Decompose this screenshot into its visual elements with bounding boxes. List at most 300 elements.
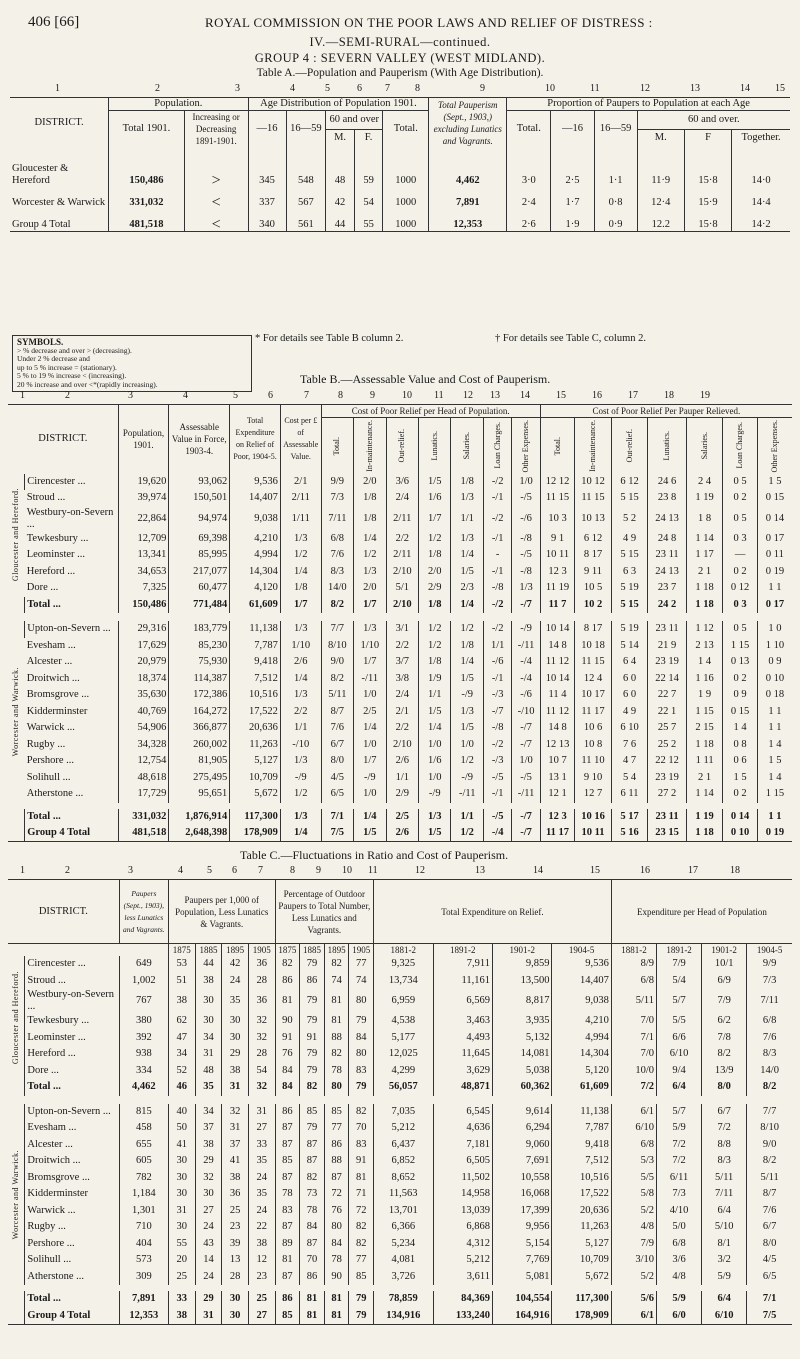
table-cell: 10 14 bbox=[540, 671, 575, 688]
district-name: Leominster ... bbox=[26, 549, 86, 561]
table-cell: 46 bbox=[168, 1079, 195, 1096]
table-cell: 1000 bbox=[383, 209, 429, 231]
district-name: Westbury-on-Severn ... bbox=[26, 506, 114, 530]
symbols-legend bbox=[12, 335, 252, 392]
table-row bbox=[8, 1269, 792, 1286]
table-cell: 33 bbox=[168, 1291, 195, 1308]
table-cell: 6 3 bbox=[611, 564, 648, 581]
district-name: Total ... bbox=[25, 597, 118, 614]
table-cell: 55 bbox=[168, 1236, 195, 1253]
table-cell: 34 bbox=[195, 1030, 222, 1047]
column-number: 17 bbox=[688, 865, 698, 876]
table-cell: -/2 bbox=[483, 621, 511, 638]
table-cell: 78 bbox=[275, 1186, 300, 1203]
table-cell: 1/8 bbox=[419, 597, 451, 614]
region-label bbox=[8, 1104, 25, 1286]
column-number: 15 bbox=[775, 83, 785, 94]
table-cell: 14,407 bbox=[552, 973, 611, 990]
region-label bbox=[8, 956, 25, 1079]
column-number: 1 bbox=[20, 865, 25, 876]
table-cell: -/10 bbox=[512, 704, 540, 721]
table-cell: > bbox=[184, 147, 248, 187]
table-cell: 13,341 bbox=[118, 547, 169, 564]
table-cell: 117,300 bbox=[552, 1291, 611, 1308]
table-cell: 183,779 bbox=[169, 621, 230, 638]
table-cell: 6/8 bbox=[657, 1236, 702, 1253]
table-cell: 15·8 bbox=[684, 209, 731, 231]
table-cell: 35 bbox=[248, 1186, 275, 1203]
table-cell: 38 bbox=[195, 973, 222, 990]
table-cell: 1/10 bbox=[354, 638, 386, 655]
table-cell: 14,958 bbox=[433, 1186, 492, 1203]
table-row bbox=[8, 654, 792, 671]
table-cell: 89 bbox=[275, 1236, 300, 1253]
table-cell: 86 bbox=[300, 1269, 325, 1286]
symbols-title: SYMBOLS. bbox=[17, 337, 64, 347]
table-cell: 7/6 bbox=[321, 547, 353, 564]
table-cell: 82 bbox=[324, 956, 349, 973]
table-cell: 0 14 bbox=[757, 507, 792, 531]
table-cell: 573 bbox=[119, 1252, 168, 1269]
table-cell: 1/4 bbox=[451, 597, 483, 614]
table-row bbox=[8, 770, 792, 787]
table-cell: 9/9 bbox=[747, 956, 792, 973]
table-cell: 1 17 bbox=[686, 547, 723, 564]
table-cell: 24 bbox=[248, 1203, 275, 1220]
table-row bbox=[8, 531, 792, 548]
table-cell: 38 bbox=[222, 1170, 249, 1187]
sub-header bbox=[321, 418, 353, 474]
table-cell: 3/1 bbox=[386, 621, 418, 638]
column-number: 3 bbox=[235, 83, 240, 94]
table-cell: 1/0 bbox=[512, 753, 540, 770]
table-cell: 1/0 bbox=[354, 786, 386, 803]
table-cell: 1/0 bbox=[419, 737, 451, 754]
table-cell: 79 bbox=[300, 989, 325, 1013]
district-name: Group 4 Total bbox=[10, 209, 109, 231]
table-cell: 458 bbox=[119, 1120, 168, 1137]
table-cell: -/9 bbox=[280, 770, 321, 787]
table-cell: 38 bbox=[168, 1308, 195, 1325]
table-cell: 5 19 bbox=[611, 621, 648, 638]
table-cell: 27 2 bbox=[648, 786, 687, 803]
table-cell: 481,518 bbox=[118, 825, 169, 842]
table-cell: 2/10 bbox=[386, 597, 418, 614]
table-cell: 710 bbox=[119, 1219, 168, 1236]
table-cell: 1 4 bbox=[686, 654, 723, 671]
table-cell: 1 1 bbox=[757, 580, 792, 597]
table-cell: 8,817 bbox=[492, 989, 551, 1013]
table-cell: 44 bbox=[195, 956, 222, 973]
table-cell: 1/4 bbox=[451, 547, 483, 564]
table-cell: 12 13 bbox=[540, 737, 575, 754]
table-cell: 1 1 bbox=[757, 720, 792, 737]
table-cell: 41 bbox=[222, 1153, 249, 1170]
table-row bbox=[8, 1013, 792, 1030]
table-cell: 14/0 bbox=[321, 580, 353, 597]
table-cell: 8/1 bbox=[702, 1236, 747, 1253]
table-cell: 1/3 bbox=[451, 531, 483, 548]
table-cell: 1/4 bbox=[280, 671, 321, 688]
table-cell: 85,995 bbox=[169, 547, 230, 564]
table-cell: 81 bbox=[324, 1291, 349, 1308]
column-number: 8 bbox=[338, 390, 343, 401]
table-cell: 23 15 bbox=[648, 825, 687, 842]
sub-header bbox=[354, 418, 386, 474]
table-cell: 1/4 bbox=[280, 825, 321, 842]
total-row bbox=[8, 597, 792, 614]
b-header-cost-per-pound: Cost per £ of Assessable Value. bbox=[280, 405, 321, 474]
table-cell: 5/11 bbox=[702, 1170, 747, 1187]
column-number: 3 bbox=[128, 390, 133, 401]
table-cell: 16,068 bbox=[492, 1186, 551, 1203]
sub-header-label: In-maintenance. bbox=[588, 419, 598, 472]
district-name: Total ... bbox=[25, 809, 118, 826]
table-cell: 51 bbox=[168, 973, 195, 990]
table-cell: 5/7 bbox=[657, 1104, 702, 1121]
c-header-pct-outdoor: Percentage of Outdoor Paupers to Total Number, Less Lunatics and Vagrants. bbox=[275, 880, 373, 944]
table-row bbox=[8, 474, 792, 491]
table-cell: 9 10 bbox=[575, 770, 612, 787]
table-cell: 5,132 bbox=[492, 1030, 551, 1047]
table-cell: 10/1 bbox=[702, 956, 747, 973]
table-cell: 7/5 bbox=[321, 825, 353, 842]
table-cell: 7/7 bbox=[321, 621, 353, 638]
table-cell: 6,868 bbox=[433, 1219, 492, 1236]
table-cell: 83 bbox=[349, 1137, 374, 1154]
table-cell: 7,769 bbox=[492, 1252, 551, 1269]
table-cell: 5,081 bbox=[492, 1269, 551, 1286]
table-cell: 74 bbox=[324, 973, 349, 990]
table-cell: 4 7 bbox=[611, 753, 648, 770]
table-cell: 5/9 bbox=[657, 1120, 702, 1137]
table-cell: 4/5 bbox=[747, 1252, 792, 1269]
table-cell: 48,618 bbox=[118, 770, 169, 787]
table-cell: 7/3 bbox=[747, 973, 792, 990]
table-cell: 10,709 bbox=[230, 770, 281, 787]
table-cell: 164,272 bbox=[169, 704, 230, 721]
table-cell: 1 14 bbox=[686, 531, 723, 548]
table-cell: 20,979 bbox=[118, 654, 169, 671]
table-cell: 1/2 bbox=[280, 786, 321, 803]
table-cell: 79 bbox=[349, 1079, 374, 1096]
table-cell: 80 bbox=[324, 1219, 349, 1236]
table-cell: 15·9 bbox=[684, 187, 731, 209]
table-cell: -/9 bbox=[451, 687, 483, 704]
group-title: GROUP 4 : SEVERN VALLEY (WEST MIDLAND). bbox=[254, 51, 546, 65]
region-label-text: Gloucester and Hereford. bbox=[11, 488, 20, 582]
table-c bbox=[8, 879, 792, 1325]
table-cell: 1/8 bbox=[354, 507, 386, 531]
table-cell: 3/2 bbox=[702, 1252, 747, 1269]
sub-header bbox=[386, 418, 418, 474]
region-label-text: Worcester and Warwick. bbox=[11, 667, 20, 757]
year-label: 1905 bbox=[248, 944, 275, 957]
table-cell: 8/9 bbox=[611, 956, 656, 973]
table-cell: 178,909 bbox=[552, 1308, 611, 1325]
table-cell: 1/2 bbox=[451, 621, 483, 638]
table-cell: 50 bbox=[168, 1120, 195, 1137]
table-cell: 2 15 bbox=[686, 720, 723, 737]
table-cell: 60,362 bbox=[492, 1079, 551, 1096]
district-name: Atherstone ... bbox=[25, 1269, 119, 1286]
table-cell: 172,386 bbox=[169, 687, 230, 704]
table-cell: 815 bbox=[119, 1104, 168, 1121]
table-row bbox=[8, 786, 792, 803]
table-cell: 1/4 bbox=[451, 654, 483, 671]
table-cell: 54 bbox=[354, 187, 382, 209]
table-cell: 6/4 bbox=[702, 1291, 747, 1308]
table-cell: 7/7 bbox=[747, 1104, 792, 1121]
table-cell: 4,462 bbox=[119, 1079, 168, 1096]
table-cell: 1/3 bbox=[280, 809, 321, 826]
table-cell: -/1 bbox=[483, 671, 511, 688]
table-cell: 1 19 bbox=[686, 809, 723, 826]
table-row bbox=[8, 621, 792, 638]
header-p-f: F bbox=[684, 129, 731, 147]
table-cell: 23 bbox=[248, 1269, 275, 1286]
table-cell: 70 bbox=[300, 1252, 325, 1269]
district-name: Rugby ... bbox=[26, 738, 66, 750]
table-cell: 11·9 bbox=[637, 147, 684, 187]
table-cell: 2/1 bbox=[386, 704, 418, 721]
column-number: 3 bbox=[128, 865, 133, 876]
table-cell: 52 bbox=[168, 1063, 195, 1080]
table-cell: 3,726 bbox=[374, 1269, 433, 1286]
table-cell: 81,905 bbox=[169, 753, 230, 770]
table-cell: 81 bbox=[275, 989, 300, 1013]
header-total-1901: Total 1901. bbox=[109, 111, 185, 148]
table-cell: 3,935 bbox=[492, 1013, 551, 1030]
table-cell: 74 bbox=[349, 973, 374, 990]
column-number: 17 bbox=[628, 390, 638, 401]
table-cell: 5,672 bbox=[552, 1269, 611, 1286]
table-cell: 28 bbox=[248, 1046, 275, 1063]
table-cell: 3,629 bbox=[433, 1063, 492, 1080]
table-cell: 1 12 bbox=[686, 621, 723, 638]
sub-header-label: Loan Charges. bbox=[492, 422, 502, 469]
page-number: 406 [66] bbox=[28, 14, 80, 30]
table-cell: 12·4 bbox=[637, 187, 684, 209]
table-cell: 38 bbox=[195, 1137, 222, 1154]
table-cell: 7/11 bbox=[747, 989, 792, 1013]
table-cell: 95,651 bbox=[169, 786, 230, 803]
table-cell: -/5 bbox=[512, 547, 540, 564]
table-cell: 82 bbox=[300, 1079, 325, 1096]
table-cell: 77 bbox=[324, 1120, 349, 1137]
table-cell: 1/5 bbox=[451, 720, 483, 737]
table-cell: 24 bbox=[195, 1269, 222, 1286]
header-p-under-16: —16 bbox=[551, 111, 594, 148]
table-cell: 78 bbox=[324, 1252, 349, 1269]
table-cell: 4,081 bbox=[374, 1252, 433, 1269]
table-b-title: Table B.—Assessable Value and Cost of Pauperism. bbox=[300, 372, 551, 386]
table-cell: 5/4 bbox=[657, 973, 702, 990]
table-cell: 782 bbox=[119, 1170, 168, 1187]
spacer-row bbox=[8, 613, 792, 621]
table-cell: 114,387 bbox=[169, 671, 230, 688]
table-cell: 8/0 bbox=[747, 1236, 792, 1253]
table-cell: 10 16 bbox=[575, 809, 612, 826]
table-cell: 25 2 bbox=[648, 737, 687, 754]
table-cell: 84,369 bbox=[433, 1291, 492, 1308]
table-cell: 1 8 bbox=[686, 507, 723, 531]
table-cell: 771,484 bbox=[169, 597, 230, 614]
district-name: Worcester & Warwick bbox=[12, 197, 106, 208]
table-cell: 32 bbox=[222, 1104, 249, 1121]
table-cell: 1/11 bbox=[280, 507, 321, 531]
table-cell: 1·7 bbox=[551, 187, 594, 209]
table-cell: 30 bbox=[168, 1153, 195, 1170]
table-cell: 1/3 bbox=[451, 490, 483, 507]
district-name: Westbury-on-Severn ... bbox=[25, 989, 119, 1013]
year-label: 1905 bbox=[349, 944, 374, 957]
symbol-line: up to 5 % increase = (stationary). bbox=[17, 362, 117, 372]
table-cell: 5/9 bbox=[657, 1291, 702, 1308]
table-cell: 14 8 bbox=[540, 720, 575, 737]
table-cell: 5,234 bbox=[374, 1236, 433, 1253]
table-cell: 2 1 bbox=[686, 564, 723, 581]
column-number: 10 bbox=[342, 865, 352, 876]
column-number: 12 bbox=[640, 83, 650, 94]
table-cell: 334 bbox=[119, 1063, 168, 1080]
column-number: 4 bbox=[178, 865, 183, 876]
table-cell: 12,353 bbox=[119, 1308, 168, 1325]
table-cell: 12 7 bbox=[575, 786, 612, 803]
table-cell: 8,652 bbox=[374, 1170, 433, 1187]
table-cell: 3/10 bbox=[611, 1252, 656, 1269]
district-name: Bromsgrove ... bbox=[26, 689, 90, 701]
header-p-16-59: 16—59 bbox=[594, 111, 637, 148]
table-cell: 0 2 bbox=[723, 671, 758, 688]
table-cell: 1/5 bbox=[419, 825, 451, 842]
column-number: 8 bbox=[415, 83, 420, 94]
table-cell: 4 9 bbox=[611, 531, 648, 548]
table-cell: 7/2 bbox=[657, 1137, 702, 1154]
table-cell: 2·6 bbox=[507, 209, 551, 231]
column-number: 6 bbox=[357, 83, 362, 94]
table-cell: 9 11 bbox=[575, 564, 612, 581]
table-row bbox=[8, 1203, 792, 1220]
table-cell: 10,709 bbox=[552, 1252, 611, 1269]
table-cell: 1,301 bbox=[119, 1203, 168, 1220]
table-cell: 87 bbox=[300, 1236, 325, 1253]
table-cell: 24 6 bbox=[648, 474, 687, 491]
table-cell: 17,522 bbox=[230, 704, 281, 721]
footnote-dagger: † For details see Table C, column 2. bbox=[495, 333, 647, 344]
total-row bbox=[8, 1291, 792, 1308]
table-cell: 6/5 bbox=[321, 786, 353, 803]
table-cell: 0·9 bbox=[594, 209, 637, 231]
table-cell: 481,518 bbox=[109, 209, 185, 231]
table-cell: 12 3 bbox=[540, 564, 575, 581]
table-cell: 8/7 bbox=[321, 704, 353, 721]
spacer-cell bbox=[8, 809, 25, 826]
table-cell: 7,691 bbox=[492, 1153, 551, 1170]
table-cell: 30 bbox=[168, 1186, 195, 1203]
district-name: Pershore ... bbox=[26, 755, 74, 767]
table-cell: 23 7 bbox=[648, 580, 687, 597]
column-number: 9 bbox=[370, 390, 375, 401]
table-cell: 23 19 bbox=[648, 770, 687, 787]
table-cell: -/5 bbox=[512, 490, 540, 507]
table-cell: -/8 bbox=[512, 531, 540, 548]
table-cell: 87 bbox=[275, 1269, 300, 1286]
table-cell: 6/2 bbox=[702, 1013, 747, 1030]
table-cell: 30 bbox=[168, 1170, 195, 1187]
table-cell: 20,636 bbox=[552, 1203, 611, 1220]
table-cell: 6/10 bbox=[702, 1308, 747, 1325]
table-cell: 9/0 bbox=[321, 654, 353, 671]
table-cell: 25 bbox=[248, 1291, 275, 1308]
table-cell: 10 17 bbox=[575, 687, 612, 704]
running-title: ROYAL COMMISSION ON THE POOR LAWS AND RELIEF OF DISTRESS : bbox=[205, 15, 653, 30]
table-row bbox=[8, 580, 792, 597]
table-cell: -/1 bbox=[483, 564, 511, 581]
table-cell: 11 4 bbox=[540, 687, 575, 704]
table-cell: 1 1 bbox=[757, 809, 792, 826]
table-cell: 2,648,398 bbox=[169, 825, 230, 842]
total-row bbox=[8, 1079, 792, 1096]
table-cell: 11 12 bbox=[540, 654, 575, 671]
sub-header bbox=[451, 418, 483, 474]
table-cell: 8/2 bbox=[321, 671, 353, 688]
table-cell: 2/6 bbox=[386, 825, 418, 842]
table-cell: 24 13 bbox=[648, 507, 687, 531]
table-cell: 87 bbox=[300, 1153, 325, 1170]
table-row bbox=[8, 1120, 792, 1137]
column-number: 16 bbox=[592, 390, 602, 401]
table-cell: 6/7 bbox=[747, 1219, 792, 1236]
year-label: 1875 bbox=[275, 944, 300, 957]
table-cell: 5/2 bbox=[611, 1269, 656, 1286]
table-cell: -/7 bbox=[512, 825, 540, 842]
table-cell: 76 bbox=[275, 1046, 300, 1063]
table-cell: 7/2 bbox=[702, 1120, 747, 1137]
table-cell: 5 15 bbox=[611, 547, 648, 564]
table-cell: 85 bbox=[275, 1153, 300, 1170]
table-row bbox=[8, 671, 792, 688]
table-cell: 14/0 bbox=[747, 1063, 792, 1080]
table-cell: 1 15 bbox=[723, 638, 758, 655]
symbol-line: > % decrease and over > (decreasing). bbox=[17, 345, 132, 355]
year-label: 1895 bbox=[222, 944, 249, 957]
table-cell: 86 bbox=[300, 973, 325, 990]
table-c-title: Table C.—Fluctuations in Ratio and Cost of Pauperism. bbox=[240, 848, 509, 862]
table-cell: 27 bbox=[248, 1308, 275, 1325]
table-cell: 8/0 bbox=[702, 1079, 747, 1096]
table-cell: 1/0 bbox=[451, 737, 483, 754]
table-cell: 1 15 bbox=[757, 786, 792, 803]
table-cell: 1 14 bbox=[686, 786, 723, 803]
table-cell: 72 bbox=[324, 1186, 349, 1203]
table-cell: 2/2 bbox=[386, 638, 418, 655]
district-name: Alcester ... bbox=[25, 1137, 119, 1154]
table-cell: 1 5 bbox=[723, 770, 758, 787]
table-cell: 7,911 bbox=[433, 956, 492, 973]
table-cell: 81 bbox=[300, 1291, 325, 1308]
table-cell: 13,734 bbox=[374, 973, 433, 990]
table-cell: 14 8 bbox=[540, 638, 575, 655]
table-cell: 6/8 bbox=[321, 531, 353, 548]
table-cell: 1 4 bbox=[757, 737, 792, 754]
table-cell: 1 5 bbox=[757, 753, 792, 770]
table-cell: 5/11 bbox=[611, 989, 656, 1013]
table-cell: 6 11 bbox=[611, 786, 648, 803]
table-cell: 1,184 bbox=[119, 1186, 168, 1203]
table-cell: 23 8 bbox=[648, 490, 687, 507]
table-cell: 30 bbox=[195, 989, 222, 1013]
